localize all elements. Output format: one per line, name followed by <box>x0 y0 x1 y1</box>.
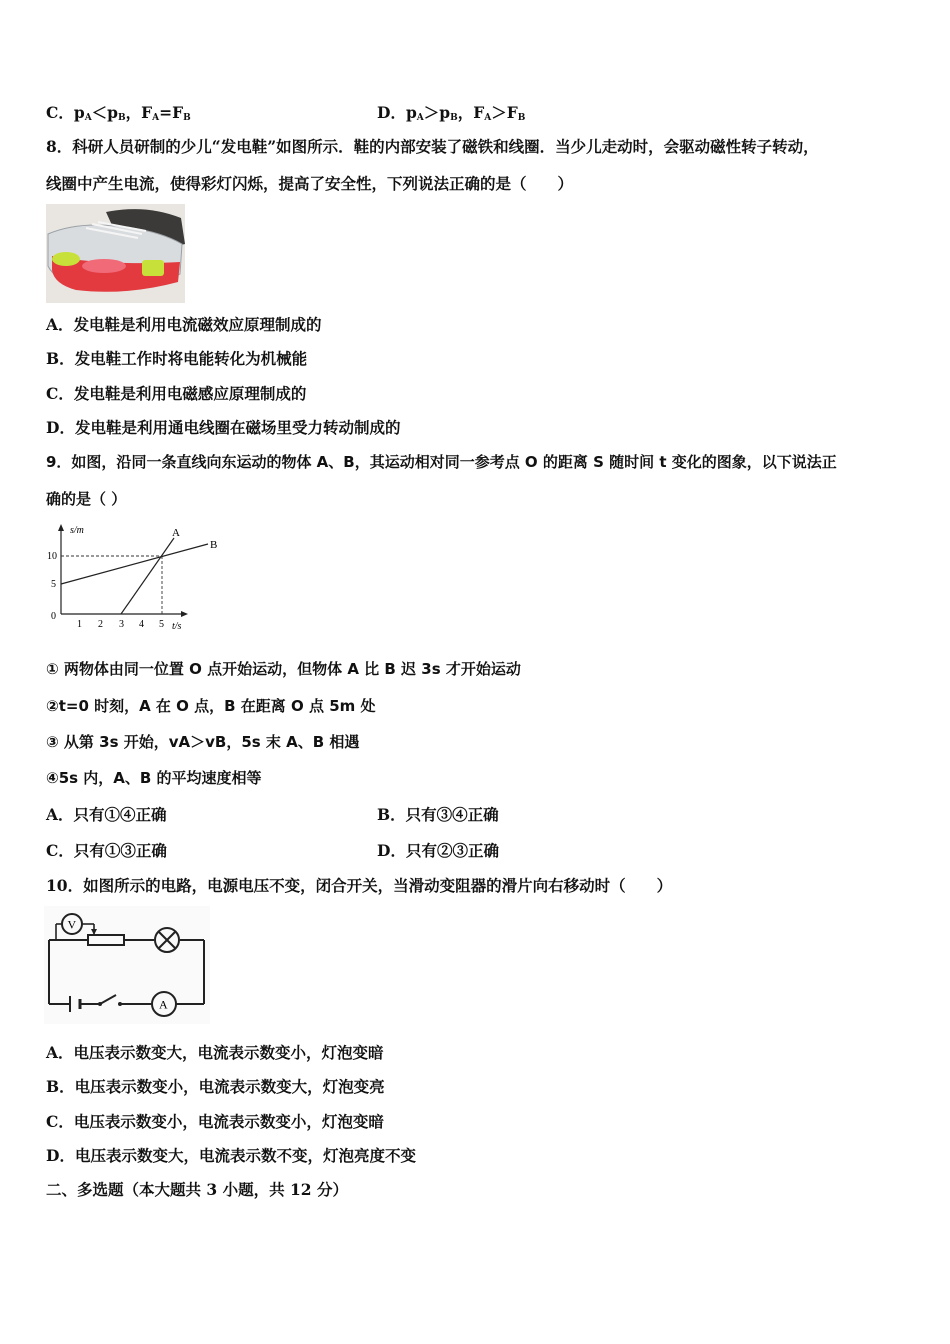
q8-option-c: C．发电鞋是利用电磁感应原理制成的 <box>46 384 307 403</box>
q10-option-b: B．电压表示数变小，电流表示数变大，灯泡变亮 <box>46 1077 385 1096</box>
q7-option-c: C．$p_A<p_B$，$F_A=F_B$ <box>46 103 191 123</box>
q9-option-a: A．只有①④正确 <box>46 805 167 824</box>
y-tick-0: 0 <box>51 611 56 622</box>
q9-graph <box>44 522 224 632</box>
q8-option-b: B．发电鞋工作时将电能转化为机械能 <box>46 349 308 368</box>
y-tick-5: 5 <box>51 579 56 590</box>
x-tick-1: 1 <box>77 619 82 630</box>
x-tick-5: 5 <box>159 619 164 630</box>
q9-stem-line1: 9．如图，沿同一条直线向东运动的物体 A、B，其运动相对同一参考点 O 的距离 S 随时间 t 变化的图象，以下说法正 <box>46 453 837 471</box>
y-tick-10: 10 <box>47 551 57 562</box>
q10-option-a: A．电压表示数变大，电流表示数变小，灯泡变暗 <box>46 1043 384 1062</box>
q9-statement-4: ④5s 内，A、B 的平均速度相等 <box>46 769 262 787</box>
line-b-label: B <box>210 539 218 551</box>
shoe-image <box>46 204 185 303</box>
line-a <box>121 538 174 614</box>
q9-statement-2: ②t=0 时刻，A 在 O 点，B 在距离 O 点 5m 处 <box>46 697 376 715</box>
q9-option-c: C．只有①③正确 <box>46 841 167 860</box>
q9-statement-1: ① 两物体由同一位置 O 点开始运动，但物体 A 比 B 迟 3s 才开始运动 <box>46 660 521 678</box>
section-2-heading: 二、多选题（本大题共 3 小题，共 12 分） <box>46 1180 348 1199</box>
q9-option-b: B．只有③④正确 <box>377 805 499 824</box>
q8-option-d: D．发电鞋是利用通电线圈在磁场里受力转动制成的 <box>46 418 401 437</box>
voltmeter-label: V <box>67 917 77 932</box>
q10-option-c: C．电压表示数变小，电流表示数变小，灯泡变暗 <box>46 1112 384 1131</box>
q10-circuit <box>44 906 210 1024</box>
x-tick-2: 2 <box>98 619 103 630</box>
q10-option-d: D．电压表示数变大，电流表示数不变，灯泡亮度不变 <box>46 1146 416 1165</box>
q9-statement-3: ③ 从第 3s 开始，vA＞vB，5s 末 A、B 相遇 <box>46 733 360 751</box>
line-b <box>61 544 208 584</box>
y-axis-label: s/m <box>70 525 84 536</box>
q9-option-d: D．只有②③正确 <box>377 841 499 860</box>
q7-option-d: D．$p_A>p_B$，$F_A>F_B$ <box>377 103 526 123</box>
line-a-label: A <box>172 527 180 539</box>
x-tick-3: 3 <box>119 619 124 630</box>
x-axis-label: t/s <box>172 621 182 632</box>
q10-stem: 10．如图所示的电路，电源电压不变，闭合开关，当滑动变阻器的滑片向右移动时（ ） <box>46 876 673 895</box>
q8-option-a: A．发电鞋是利用电流磁效应原理制成的 <box>46 315 322 334</box>
q9-stem-line2: 确的是（ ） <box>46 490 127 508</box>
q8-stem-line2: 线圈中产生电流，使得彩灯闪烁，提高了安全性，下列说法正确的是（ ） <box>46 174 574 193</box>
ammeter-label: A <box>159 997 168 1012</box>
q8-stem-line1: 8．科研人员研制的少儿“发电鞋”如图所示．鞋的内部安装了磁铁和线圈．当少儿走动时，会驱动磁性转子转动， <box>46 137 819 156</box>
x-tick-4: 4 <box>139 619 144 630</box>
